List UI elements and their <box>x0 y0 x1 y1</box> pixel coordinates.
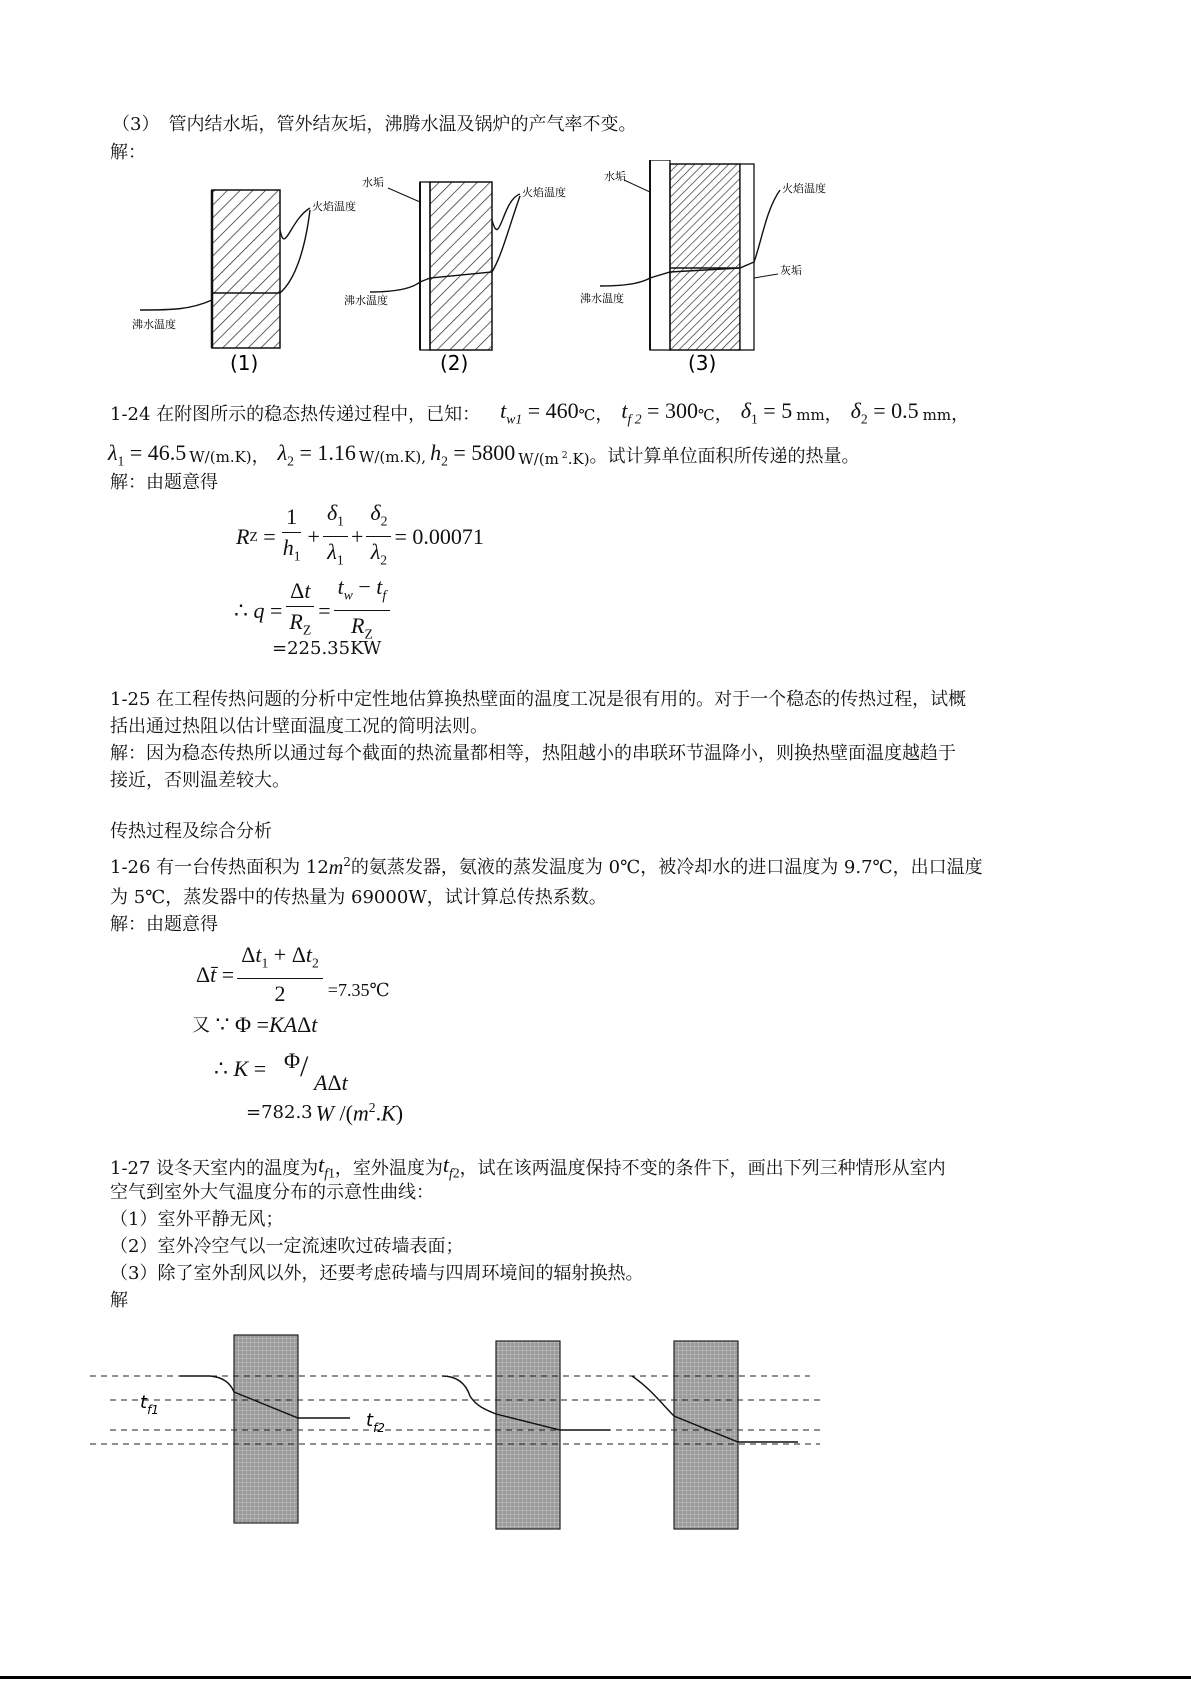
sep-4: ， <box>951 404 970 426</box>
figure-1 <box>132 190 356 375</box>
p126-line1-a: 1-26 有一台传热面积为 12 <box>110 857 329 878</box>
p127-case-1: （1）室外平静无风； <box>110 1209 284 1230</box>
wall-figures <box>130 160 900 380</box>
fig3-scale-label: 水垢 <box>604 170 626 183</box>
fig1-caption: (1) <box>230 351 259 375</box>
rz-result: 0.00071 <box>412 523 484 549</box>
fig3-water-label: 沸水温度 <box>580 292 624 305</box>
unit-wmk-2: W/(m.K) <box>358 448 422 467</box>
k-result: =782.3 <box>246 1102 313 1124</box>
figure-2 <box>344 175 566 375</box>
p127-line1-a: 1-27 设冬天室内的温度为 <box>110 1158 319 1180</box>
problem-1-26-line1: 1-26 有一台传热面积为 12 m $^2$ 的氨蒸发器，氨液的蒸发温度为 0℃，被冷却水的进口温度为 9.7℃，出口温度 <box>110 855 983 879</box>
tw1-value: 460 <box>545 398 579 423</box>
fig1-flame-label: 火焰温度 <box>312 200 356 213</box>
unit-wm2k: W/(m <box>518 449 559 468</box>
figure-3 <box>580 160 826 375</box>
unit-mm-2: mm <box>922 406 952 425</box>
lambda2-value: 1.16 <box>317 440 356 465</box>
problem-1-27-line1: 1-27 设冬天室内的温度为 $t_{f1}$ ，室外温度为 $t_{f2}$ ，试在该两温度保持不变的条件下，画出下列三种情形从室内 <box>110 1152 946 1181</box>
unit-c-1: ℃ <box>578 406 596 425</box>
delta2-value: 0.5 <box>891 398 919 423</box>
sep-2: ， <box>714 404 733 426</box>
dt-result: =7.35℃ <box>327 979 390 1000</box>
phi-equation: 又 ∵ Φ = KA Δ t <box>192 1012 318 1037</box>
item-3-text: （3） 管内结水垢，管外结灰垢，沸腾水温及锅炉的产气率不变。 <box>112 114 637 135</box>
unit-mm-1: mm <box>796 406 825 425</box>
unit-wmk-1: W/(m.K) <box>189 448 252 467</box>
p125-answer-line2: 接近，否则温差较大。 <box>110 770 290 791</box>
p127-line1-b: ，室外温度为 <box>334 1158 443 1180</box>
unit-wm2k-tail: .K) <box>567 449 590 468</box>
tf1-label: $t_{f1}$ <box>140 1392 159 1417</box>
rz-equation: R Z = $\frac{1}{h_1}$ + $\frac{\delta_1}{\lambda_1}$ + $\frac{\delta_2}{\lambda_2}$ = 0.00071 <box>236 500 484 568</box>
fig2-caption: (2) <box>440 351 469 375</box>
fig3-ash-label: 灰垢 <box>780 264 802 277</box>
p127-case-2: （2）室外冷空气以一定流速吹过砖墙表面； <box>110 1236 464 1257</box>
brick-wall-2 <box>496 1341 560 1529</box>
p124-suffix: 。试计算单位面积所传递的热量。 <box>589 446 860 468</box>
p127-line1-c: ，试在该两温度保持不变的条件下，画出下列三种情形从室内 <box>459 1158 946 1180</box>
k-equation: ∴ K = Φ / AΔt <box>214 1048 348 1095</box>
q-equation: ∴ q = $\frac{\Delta t}{R_Z}$ = $\frac{t_w - t_f}{R_Z}$ <box>234 574 393 648</box>
problem-1-25-line2: 括出通过热阻以估计壁面温度工况的简明法则。 <box>110 716 488 737</box>
problem-1-27-line2: 空气到室外大气温度分布的示意性曲线： <box>110 1182 434 1203</box>
fig3-flame-label: 火焰温度 <box>782 182 826 195</box>
h2-value: 5800 <box>471 440 516 465</box>
fig1-water-label: 沸水温度 <box>132 318 176 331</box>
fig2-water-label: 沸水温度 <box>344 294 388 307</box>
p124-prefix: 1-24 在附图所示的稳态热传递过程中，已知： <box>110 404 481 426</box>
problem-1-25-line1: 1-25 在工程传热问题的分析中定性地估算换热壁面的温度工况是很有用的。对于一个稳态的传热过程，试概 <box>110 689 967 710</box>
problem-1-24-line2: $\lambda_1 = 46.5$ W/(m.K) ， $\lambda_2 = 1.16$ W/(m.K) , $h_2 = 5800$ W/(m $^2$.K) 。试计算单位面积所传递的热量。 <box>108 440 860 469</box>
fig3-caption: (3) <box>688 351 717 375</box>
lambda1-value: 46.5 <box>147 440 187 465</box>
you-label: 又 <box>192 1015 210 1035</box>
p127-solution-label: 解 <box>110 1290 128 1311</box>
dt-equation: Δ t̄ = $\frac{\Delta t_1 + \Delta t_2}{2}$ =7.35℃ <box>196 942 390 1007</box>
brick-wall-1 <box>234 1335 298 1523</box>
tf2-label: $t_{f2}$ <box>366 1410 385 1435</box>
page-bottom-rule <box>0 1676 1191 1679</box>
k-result-line: =782.3 W $/(m^2.K)$ <box>246 1100 404 1126</box>
p124-solution-label: 解：由题意得 <box>110 472 218 493</box>
solution-label: 解： <box>110 142 146 163</box>
fig2-scale-label: 水垢 <box>362 176 384 189</box>
temperature-distribution-sketch <box>90 1330 820 1530</box>
sep-3: ， <box>824 404 843 426</box>
problem-1-24-line1: 1-24 在附图所示的稳态热传递过程中，已知： $t_{w1} = 460$ ℃ ， $t_{f 2} = 300$ ℃ ， $\delta_1 = 5$ mm ， $\delta_2 = 0.5$ mm ， <box>110 398 970 427</box>
sep-1: ， <box>595 404 614 426</box>
p126-line1-b: 的氨蒸发器，氨液的蒸发温度为 0℃，被冷却水的进口温度为 9.7℃，出口温度 <box>350 857 983 878</box>
q-result: =225.35KW <box>272 638 382 659</box>
delta1-value: 5 <box>781 398 793 423</box>
sep-5: ， <box>251 446 270 468</box>
p125-answer-line1: 解：因为稳态传热所以通过每个截面的热流量都相等，热阻越小的串联环节温降小，则换热壁面温度越趋于 <box>110 743 956 764</box>
fig2-flame-label: 火焰温度 <box>522 186 566 199</box>
section-heading: 传热过程及综合分析 <box>110 821 272 842</box>
unit-c-2: ℃ <box>697 406 715 425</box>
brick-wall-3 <box>674 1341 738 1529</box>
problem-1-26-line2: 为 5℃，蒸发器中的传热量为 69000W，试计算总传热系数。 <box>110 887 607 908</box>
tf2-value: 300 <box>664 398 698 423</box>
p127-case-3: （3）除了室外刮风以外，还要考虑砖墙与四周环境间的辐射换热。 <box>110 1263 644 1284</box>
p126-solution-label: 解：由题意得 <box>110 914 218 935</box>
